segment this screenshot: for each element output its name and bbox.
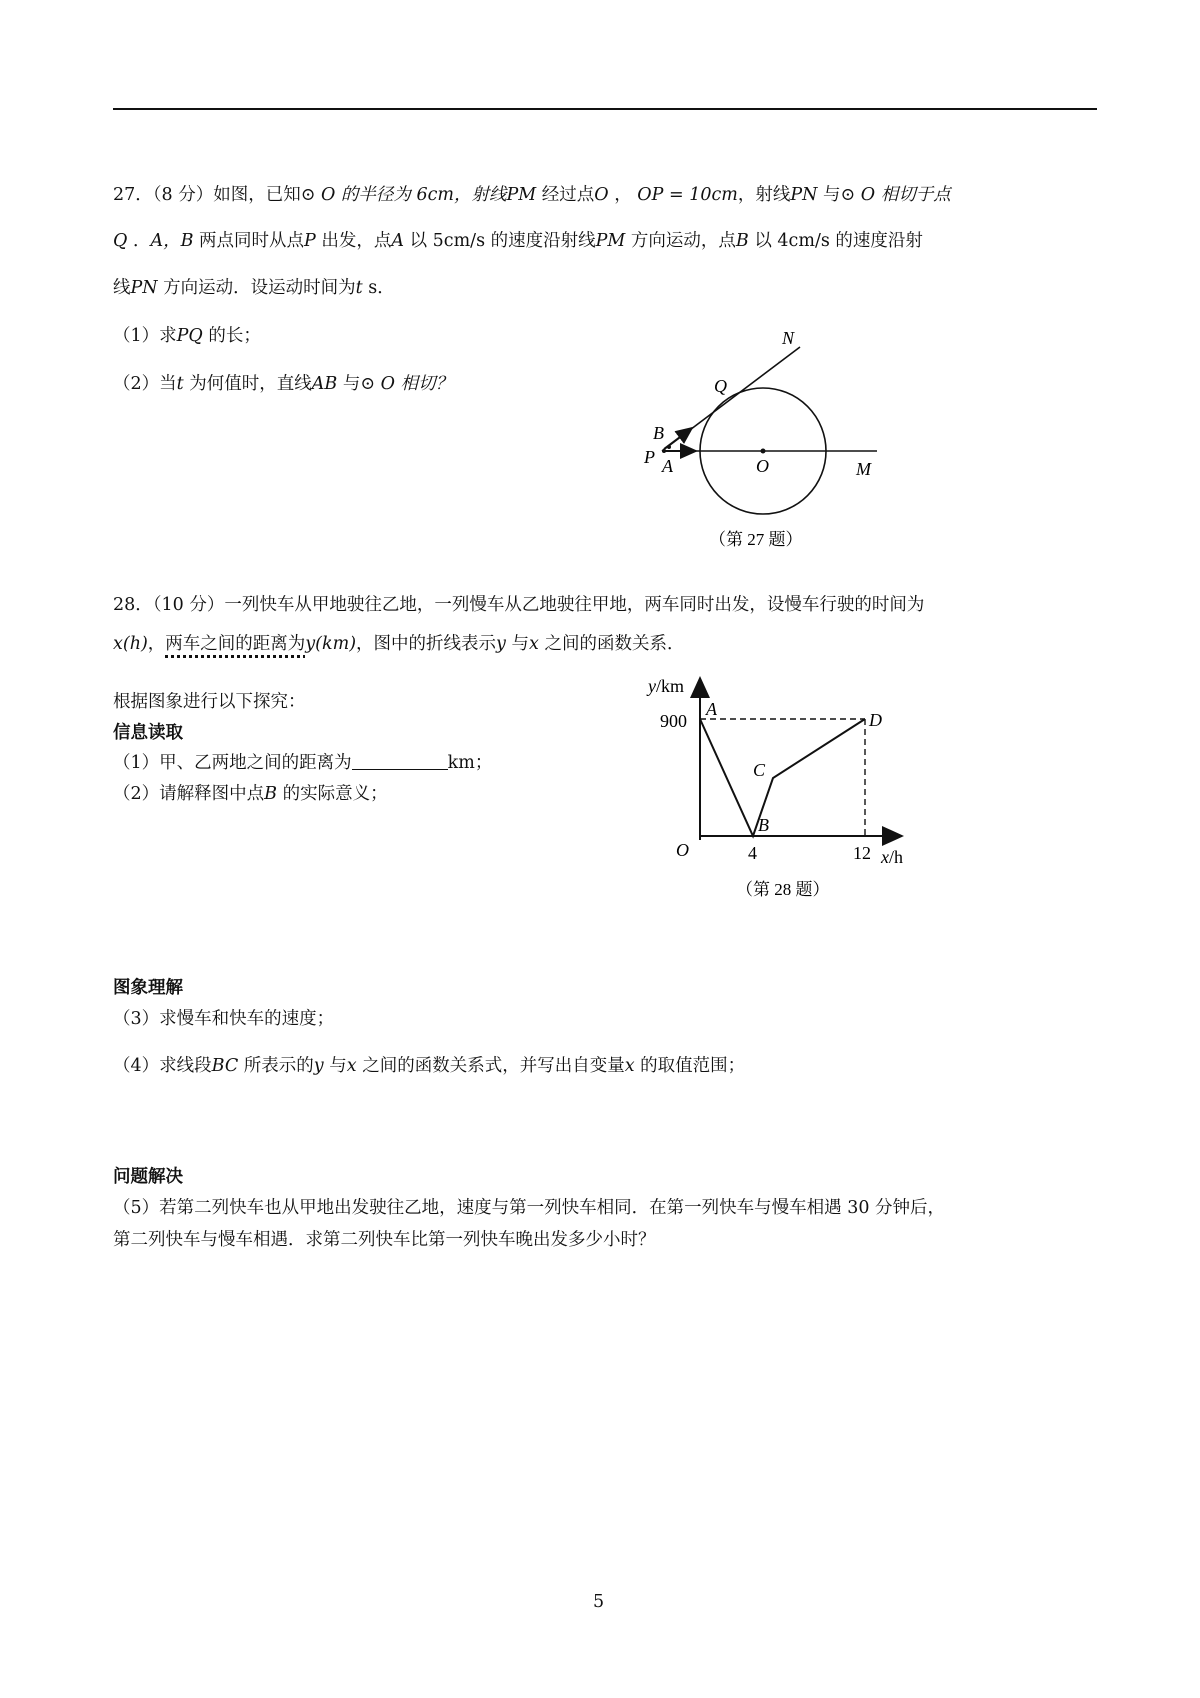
q28-sub4 [113,1054,745,1078]
q27-text: 线 [113,278,131,298]
q28-text: 与 [329,1056,347,1076]
figure-28 [640,670,920,900]
q28-text: 所表示的 [243,1056,314,1076]
q28-text: （4）求线段 [113,1056,212,1076]
label-c: C [753,760,766,780]
point-b: B [264,784,278,804]
q27-text: 两点同时从点 [199,231,305,251]
q27-text: s． [368,278,395,298]
label-a: A [662,456,673,476]
q27-text: 经过点 [541,185,595,205]
q27-text: 的长； [208,326,261,346]
label-n: N [782,328,795,348]
q27-text: O 的半径为 6cm，射线 [320,185,507,205]
point-b-dot [667,445,671,449]
figure-27 [630,320,890,550]
segment-bc: BC [211,1056,239,1076]
label-b: B [653,423,664,443]
caption-27: （第 27 题） [709,530,803,549]
var-y: y [313,1056,324,1076]
q28-line1: 28．（10 分）一列快车从甲地驶往乙地，一列慢车从乙地驶往甲地，两车同时出发，设慢车行驶的时间为 [113,595,925,615]
q28-sub2 [113,782,388,806]
circle-symbol: ⊙ [840,185,856,205]
section-graph-understanding: 图象理解 [113,978,183,998]
section-problem-solving: 问题解决 [113,1167,183,1187]
page-number: 5 [593,1592,605,1612]
ray-pn: PN [790,185,818,205]
q27-text: O 相切于点 [860,185,951,205]
q27-text: ，射线 [737,185,791,205]
y-axis-label: y/km [648,676,685,696]
point-p: P [304,231,316,251]
label-origin: O [676,840,689,860]
ray-pm: PM [506,185,537,205]
label-q: Q [714,376,727,396]
circle-symbol: ⊙ [360,374,376,394]
label-m: M [856,459,871,479]
circle-symbol: ⊙ [300,185,316,205]
q27-line1 [113,183,951,207]
q28-sub5-line1: （5）若第二列快车也从甲地出发驶往乙地，速度与第一列快车相同．在第一列快车与慢车相遇 30 分钟后， [113,1198,946,1218]
var-t: t [176,374,184,394]
q28-sub3: （3）求慢车和快车的速度； [113,1009,335,1029]
section-info-reading: 信息读取 [113,723,183,743]
q27-text: ， [614,185,632,205]
label-p: P [644,447,655,467]
label-b: B [758,815,769,835]
var-x: x [624,1056,635,1076]
segment-pq: PQ [176,326,203,346]
tick-4: 4 [748,843,757,863]
q27-text: ． [132,231,151,251]
q27-text: O 相切？ [380,374,454,394]
point-o: O [594,185,609,205]
q28-text: ，图中的折线表示 [356,634,497,654]
q27-text: 与 [342,374,361,394]
q27-text: 以 4cm/s 的速度沿射 [754,231,923,251]
points-ab: A，B [150,231,194,251]
q27-text: （1）求 [113,326,177,346]
q28-text: （2）请解释图中点 [113,784,265,804]
ray-pm: PM [595,231,626,251]
explore-intro: 根据图象进行以下探究： [113,692,306,712]
q27-line3 [113,276,395,300]
polyline-abcd [700,719,865,836]
ray-pn: PN [130,278,158,298]
tick-900: 900 [660,711,687,731]
center-dot [761,449,766,454]
q28-text: ， [147,634,166,654]
q28-sub1 [113,751,492,775]
point-a: A [391,231,405,251]
q27-text: 方向运动，点 [630,231,736,251]
var-x: x [529,634,539,654]
tick-12: 12 [853,843,871,863]
q28-text: 之间的函数关系式，并写出自变量 [362,1056,625,1076]
q27-text: 方向运动．设运动时间为 [163,278,356,298]
var-y-km: y(km) [305,634,357,654]
q27-sub2 [113,372,453,396]
q28-sub5-line2: 第二列快车与慢车相遇．求第二列快车比第一列快车晚出发多少小时？ [113,1230,656,1250]
var-y: y [496,634,506,654]
q28-text: 的实际意义； [282,784,388,804]
q28-text: 之间的函数关系． [544,634,685,654]
point-b: B [735,231,749,251]
op-eq: OP = 10cm [637,185,738,205]
var-x-h: x(h) [113,634,148,654]
q27-text: 以 5cm/s 的速度沿射线 [409,231,596,251]
caption-28: （第 28 题） [736,880,830,899]
q28-text: （1）甲、乙两地之间的距离为 [113,753,352,773]
q27-text: 为何值时，直线 [189,374,312,394]
q27-text: （2）当 [113,374,177,394]
q27-sub1 [113,324,261,348]
q27-line2 [113,229,923,253]
header-rule [113,108,1097,110]
emphasis-text: 两车之间的距离为 [165,634,306,654]
q28-text: 的取值范围； [640,1056,746,1076]
label-d: D [869,710,882,730]
q28-text: 与 [511,634,530,654]
line-ab: AB [311,374,338,394]
point-p-dot [662,449,666,453]
var-x: x [346,1056,357,1076]
label-a: A [706,699,717,719]
point-q: Q [113,231,128,251]
q28-line2 [113,632,684,656]
var-t: t [355,278,363,298]
q27-text: 出发，点 [321,231,392,251]
answer-blank[interactable] [352,751,448,770]
q27-text: 27．（8 分）如图，已知 [113,185,301,205]
q27-text: 与 [823,185,841,205]
q28-text: km； [447,753,493,773]
label-o: O [756,456,769,476]
x-axis-label: x/h [881,847,904,867]
